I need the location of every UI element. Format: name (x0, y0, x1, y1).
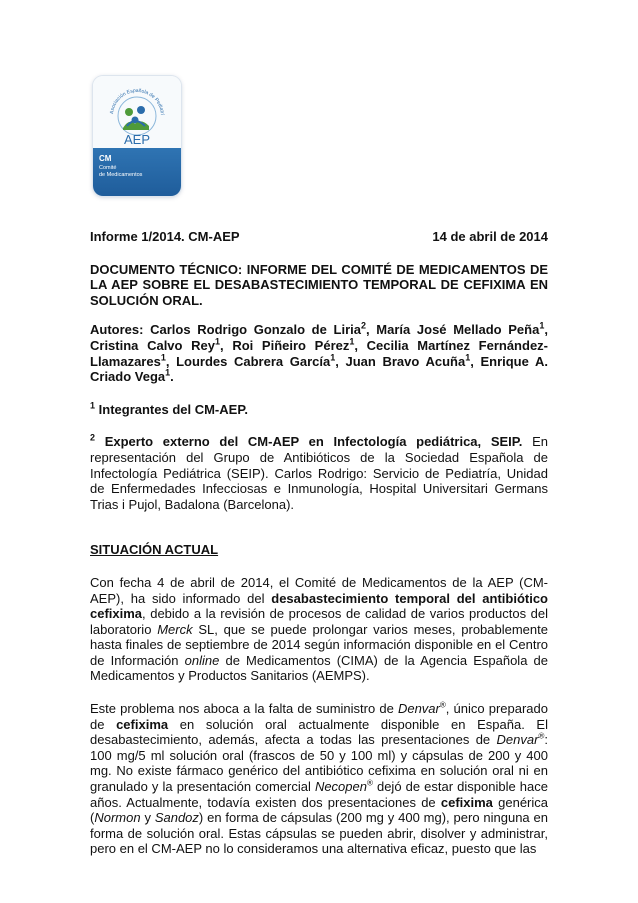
text-run: : 100 mg/5 ml solución oral (frascos de 50 y 100 ml) y cápsulas de 200 y 400 mg. No existe fármaco genérico del antibiótico cefixima en solución oral ni en granulado y la presentación comercial (90, 732, 548, 795)
affiliation-mark: 2 (90, 433, 96, 444)
author-name: Cecilia Martínez Fernández-Llamazares (90, 337, 549, 369)
author-separator: , (335, 353, 346, 369)
text-run: genérica ( (90, 794, 549, 826)
affiliation-1-text: Integrantes del CM-AEP. (98, 401, 248, 417)
author-name: Cristina Calvo Rey (90, 337, 215, 353)
text-run: ) en forma de cápsulas (200 mg y 400 mg), pero ninguna en forma de solución oral. Estas cápsulas se pueden abrir, disolver y administrar, pero en el CM-AEP no lo consideramos una alternativa eficaz, puesto que las (90, 810, 548, 857)
italic-run: Denvar (397, 701, 440, 717)
logo-brand: AEP (123, 132, 151, 147)
text-run: SL, que se puede prolongar varios meses, probablemente hasta finales de septiembre de 2014 según información disponible en el Centro de Información (90, 621, 548, 668)
report-id: Informe 1/2014. CM-AEP (90, 229, 240, 244)
paragraph-situation-1 (90, 575, 548, 684)
author-separator: , (220, 337, 233, 353)
author-name: María José Mellado Peña (376, 322, 540, 338)
text-run: de Medicamentos (CIMA) de la Agencia Española de Medicamentos y Productos Sanitarios (AEMPS). (90, 652, 549, 684)
emphasis-run: cefixima (116, 716, 169, 732)
italic-run: Denvar (496, 732, 539, 748)
affiliation-1 (90, 402, 548, 418)
author-separator: , (165, 353, 177, 369)
aep-cm-logo (93, 76, 181, 196)
authors-label: Autores: (90, 322, 144, 338)
paragraph-situation-2 (90, 701, 548, 857)
author-separator: , (354, 337, 367, 353)
aep-emblem-icon (93, 76, 181, 148)
emphasis-run: desabastecimiento temporal del antibiótico cefixima (90, 590, 548, 622)
logo-committee-line1: Comité (99, 165, 117, 171)
author-name: Roi Piñeiro Pérez (232, 337, 350, 353)
author-mark: 1 (465, 352, 471, 363)
affiliation-2 (90, 434, 548, 512)
logo-committee-band (93, 148, 181, 196)
affiliation-mark: 1 (90, 400, 96, 411)
text-run: , único preparado de (90, 701, 548, 732)
affiliation-2-text: En representación del Grupo de Antibióticos de la Sociedad Española de Infectología Pediátrica (SEIP). Carlos Rodrigo: Servicio de Pediatría, Unidad de Enfermedades Infecciosas e Inmunología, Hospital Universitari Germans Trias i Pujol, Badalona (Barcelona). (90, 434, 548, 512)
affiliation-2-bold: Experto externo del CM-AEP en Infectología pediátrica, SEIP. (104, 434, 523, 450)
emphasis-run: cefixima (440, 794, 493, 810)
italic-run: Merck (157, 621, 193, 637)
author-mark: 1 (349, 336, 355, 347)
section-heading: SITUACIÓN ACTUAL (90, 542, 219, 558)
report-date: 14 de abril de 2014 (432, 229, 548, 244)
logo-emblem-area (93, 76, 181, 148)
author-mark: 1 (215, 336, 221, 347)
author-separator: , (544, 322, 548, 338)
registered-mark: ® (439, 700, 446, 710)
text-run: Este problema nos aboca a la falta de suministro de (90, 701, 398, 717)
logo-committee-line2: de Medicamentos (99, 172, 143, 178)
author-mark: 1 (330, 352, 336, 363)
logo-arc-text: Asociación Española de Pediatrí (109, 87, 165, 116)
authors-line (90, 322, 548, 384)
author-mark: 1 (539, 321, 545, 332)
italic-run: Necopen (314, 779, 367, 795)
text-run: en solución oral actualmente disponible en España. El desabastecimiento, además, afecta a todas las presentaciones de (90, 716, 548, 748)
logo-committee-code: CM (99, 154, 112, 163)
registered-mark: ® (366, 778, 373, 788)
text-run: , debido a la revisión de procesos de calidad de varios productos del laboratorio (90, 606, 548, 637)
author-mark: 2 (360, 321, 366, 332)
author-mark: 1 (160, 352, 166, 363)
author-separator: . (170, 369, 174, 385)
author-name: Enrique A. Criado Vega (90, 353, 548, 385)
author-name: Lourdes Cabrera García (176, 353, 331, 369)
text-run: Con fecha 4 de abril de 2014, el Comité de Medicamentos de la AEP (CM-AEP), ha sido informado del (90, 574, 548, 606)
author-mark: 1 (165, 367, 171, 378)
italic-run: online (184, 652, 220, 668)
registered-mark: ® (538, 731, 545, 741)
report-header (90, 229, 548, 245)
italic-run: Normon (94, 810, 141, 826)
document-title: DOCUMENTO TÉCNICO: INFORME DEL COMITÉ DE MEDICAMENTOS DE LA AEP SOBRE EL DESABASTECIMIENTO TEMPORAL DE CEFIXIMA EN SOLUCIÓN ORAL. (90, 261, 548, 308)
author-name: Carlos Rodrigo Gonzalo de Liria (150, 322, 361, 338)
document-body (90, 229, 548, 857)
text-run: y (140, 810, 155, 826)
author-separator: , (366, 322, 377, 338)
children-figures-icon (123, 106, 149, 130)
author-separator: , (470, 353, 481, 369)
author-name: Juan Bravo Acuña (345, 353, 466, 369)
italic-run: Sandoz (154, 810, 199, 826)
text-run: dejó de estar disponible hace años. Actualmente, todavía existen dos presentaciones de (90, 779, 548, 810)
